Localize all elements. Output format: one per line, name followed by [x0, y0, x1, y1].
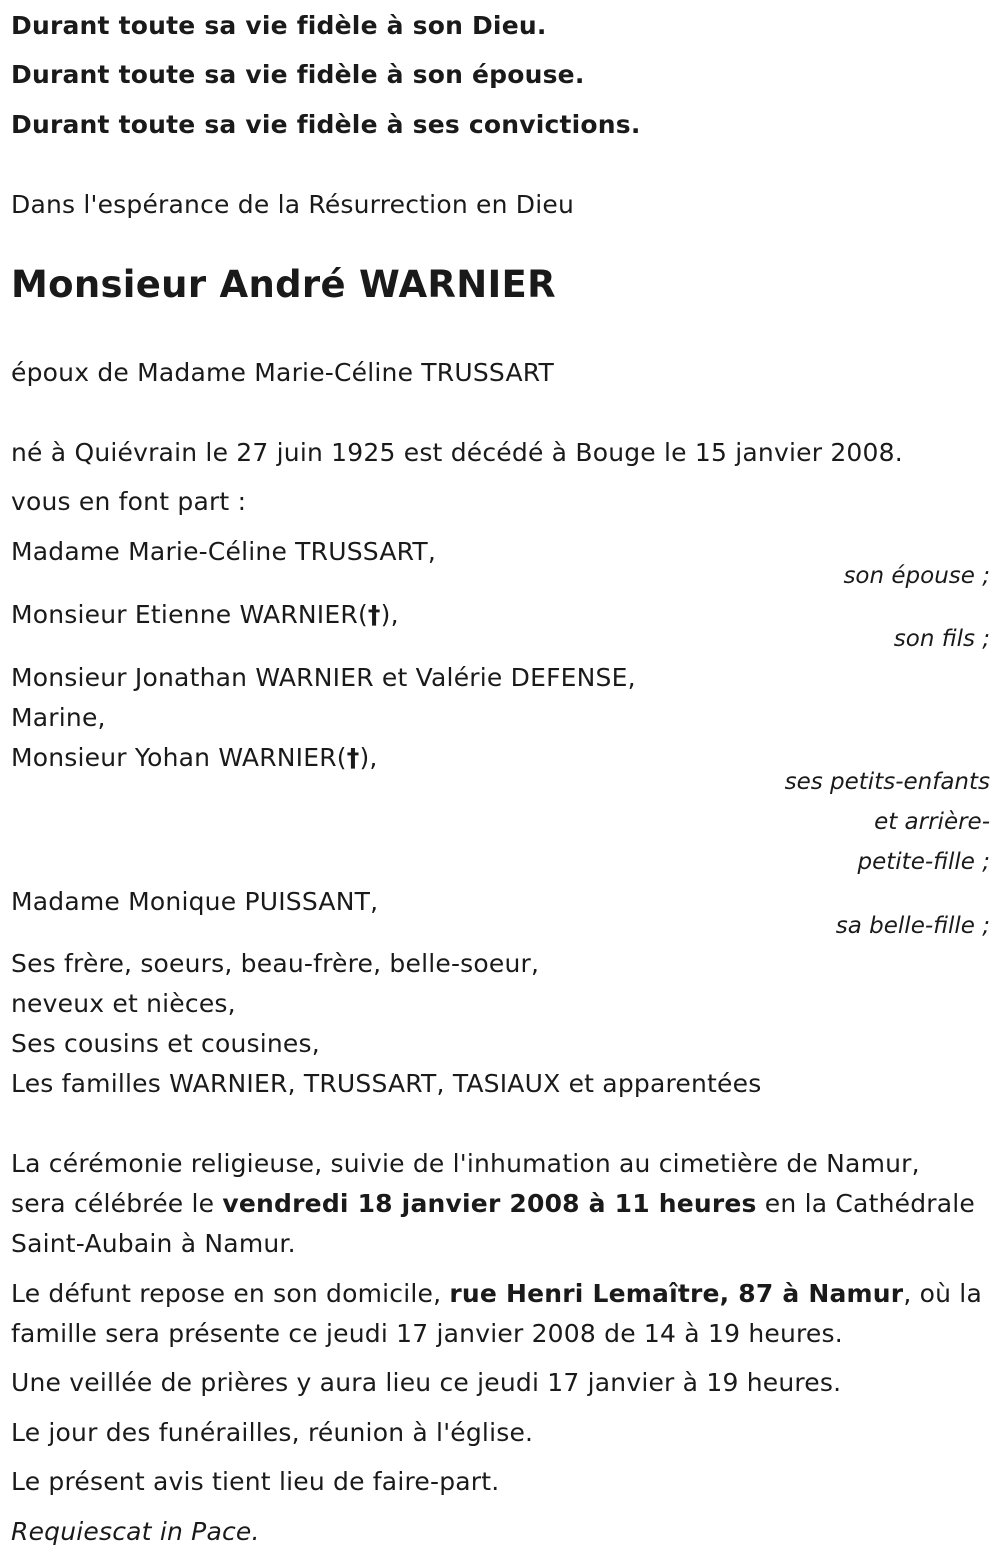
cross-icon: †	[367, 600, 381, 629]
wife-relation: son épouse ;	[843, 563, 990, 589]
son-name-end: ),	[380, 600, 399, 629]
ceremony-text-c: en la Cathédrale	[756, 1189, 975, 1218]
announce-line: vous en font part :	[11, 487, 247, 516]
rest-text-c: , où la	[903, 1279, 982, 1308]
wife-name: Madame Marie-Céline TRUSSART,	[11, 537, 436, 566]
closing-line: Requiescat in Pace.	[11, 1517, 260, 1546]
spouse-line: époux de Madame Marie-Céline TRUSSART	[11, 358, 554, 387]
motto-line-3: Durant toute sa vie fidèle à ses convictions.	[11, 110, 641, 139]
hope-line: Dans l'espérance de la Résurrection en Dieu	[11, 190, 575, 219]
son-name	[11, 600, 399, 630]
relatives-line-1: Ses frère, soeurs, beau-frère, belle-soeur,	[11, 949, 540, 978]
son-name-text: Monsieur Etienne WARNIER(	[11, 600, 368, 629]
ceremony-line-2	[11, 1189, 975, 1219]
rest-line-1	[11, 1279, 982, 1309]
motto-line-2: Durant toute sa vie fidèle à son épouse.	[11, 60, 585, 89]
vigil-line: Une veillée de prières y aura lieu ce jeudi 17 janvier à 19 heures.	[11, 1368, 842, 1397]
ceremony-date: vendredi 18 janvier 2008 à 11 heures	[222, 1189, 757, 1218]
grandchildren-relation-3: petite-fille ;	[857, 849, 990, 875]
motto-line-1: Durant toute sa vie fidèle à son Dieu.	[11, 11, 547, 40]
grandchild-name-text: Monsieur Yohan WARNIER(	[11, 743, 347, 772]
grandchild-name-end: ),	[359, 743, 378, 772]
daughter-in-law-relation: sa belle-fille ;	[835, 913, 990, 939]
birth-death-line: né à Quiévrain le 27 juin 1925 est décédé à Bouge le 15 janvier 2008.	[11, 438, 903, 467]
ceremony-line-3: Saint-Aubain à Namur.	[11, 1229, 296, 1258]
daughter-in-law-name: Madame Monique PUISSANT,	[11, 887, 379, 916]
notice-line: Le présent avis tient lieu de faire-part.	[11, 1467, 500, 1496]
cross-icon: †	[346, 743, 360, 772]
funeral-day-line: Le jour des funérailles, réunion à l'église.	[11, 1418, 534, 1447]
son-relation: son fils ;	[893, 626, 990, 652]
rest-text-a: Le défunt repose en son domicile,	[11, 1279, 450, 1308]
deceased-name: Monsieur André WARNIER	[11, 263, 556, 306]
rest-address: rue Henri Lemaître, 87 à Namur	[449, 1279, 904, 1308]
relatives-line-4: Les familles WARNIER, TRUSSART, TASIAUX et apparentées	[11, 1069, 762, 1098]
ceremony-line-1: La cérémonie religieuse, suivie de l'inhumation au cimetière de Namur,	[11, 1149, 920, 1178]
grandchildren-relation-2: et arrière-	[874, 809, 990, 835]
relatives-line-3: Ses cousins et cousines,	[11, 1029, 320, 1058]
grandchild-line-3	[11, 743, 378, 773]
grandchild-line-1: Monsieur Jonathan WARNIER et Valérie DEFENSE,	[11, 663, 636, 692]
relatives-line-2: neveux et nièces,	[11, 989, 236, 1018]
grandchildren-relation-1: ses petits-enfants	[784, 769, 990, 795]
grandchild-line-2: Marine,	[11, 703, 106, 732]
ceremony-text-a: sera célébrée le	[11, 1189, 223, 1218]
rest-line-2: famille sera présente ce jeudi 17 janvier 2008 de 14 à 19 heures.	[11, 1319, 843, 1348]
